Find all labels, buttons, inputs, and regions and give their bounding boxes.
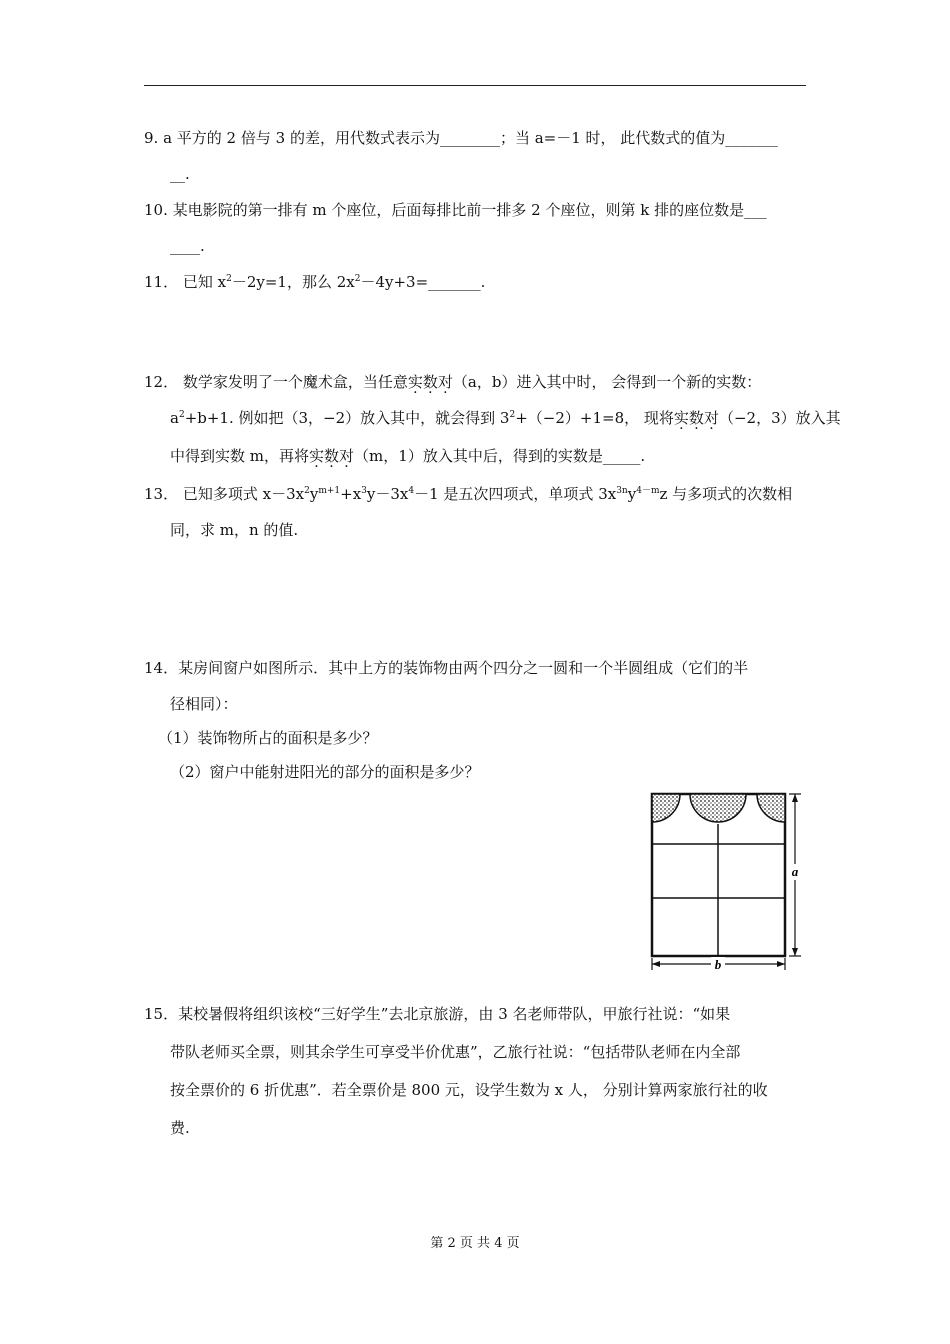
- page-footer: 第 2 页 共 4 页: [430, 1236, 520, 1251]
- label-b: b: [714, 957, 722, 970]
- question-13-line2: 同，求 m，n 的值.: [170, 521, 299, 539]
- question-13-line1: 13． 已知多项式 $x-3x^2y^{m+1}+x^3y-3x^4-1$ 是五次四项式，单项式 $3x^{3n}y^{4-m}z$ 与多项式的次数相: [144, 485, 793, 503]
- label-a: a: [791, 864, 799, 879]
- question-11: 11． 已知 $x^2-2y=1$，那么 $2x^2-4y+3=\_\_\_\_\_\_\_$.: [144, 273, 486, 291]
- question-14-sub1: （1）装饰物所占的面积是多少？: [158, 729, 378, 747]
- left-quarter-circle: [652, 794, 680, 822]
- question-14-line2: 径相同）：: [170, 695, 238, 713]
- question-12-line1: 12． 数学家发明了一个魔术盒，当任意实数对（a，b）进入其中时， 会得到一个新的实数：: [144, 373, 762, 391]
- question-15-line1: 15．某校暑假将组织该校“三好学生”去北京旅游，由 3 名老师带队，甲旅行社说：“如果: [144, 1005, 731, 1023]
- question-15-line2: 带队老师买全票，则其余学生可享受半价优惠”，乙旅行社说：“包括带队老师在内全部: [170, 1043, 741, 1061]
- question-15-line3: 按全票价的 6 折优惠”．若全票价是 800 元，设学生数为 x 人， 分别计算两家旅行社的收: [170, 1081, 768, 1099]
- question-9-line1: 9. a 平方的 2 倍与 3 的差，用代数式表示为________；当 a=－1 时， 此代数式的值为_______: [144, 129, 778, 147]
- question-15-line4: 费.: [170, 1119, 190, 1137]
- question-14-sub2: （2）窗户中能射进阳光的部分的面积是多少？: [170, 763, 480, 781]
- right-quarter-circle: [757, 794, 785, 822]
- middle-semicircle: [690, 794, 746, 822]
- question-10-line1: 10. 某电影院的第一排有 m 个座位，后面每排比前一排多 2 个座位，则第 k 排的座位数是___: [144, 201, 767, 219]
- question-12-line3: 中得到实数 m，再将实数对（m，1）放入其中后，得到的实数是_____.: [170, 447, 646, 465]
- question-14-line1: 14．某房间窗户如图所示．其中上方的装饰物由两个四分之一圆和一个半圆组成（它们的半: [144, 659, 749, 677]
- question-10-line2: ____.: [170, 237, 205, 255]
- window-figure: [644, 788, 814, 970]
- header-rule: [144, 85, 806, 86]
- question-12-line2: $a^2+b+1$. 例如把（3，−2）放入其中，就会得到 $3^2+(-2)+1=8$， 现将实数对（−2，3）放入其: [170, 409, 841, 427]
- question-9-line2: __.: [170, 165, 190, 183]
